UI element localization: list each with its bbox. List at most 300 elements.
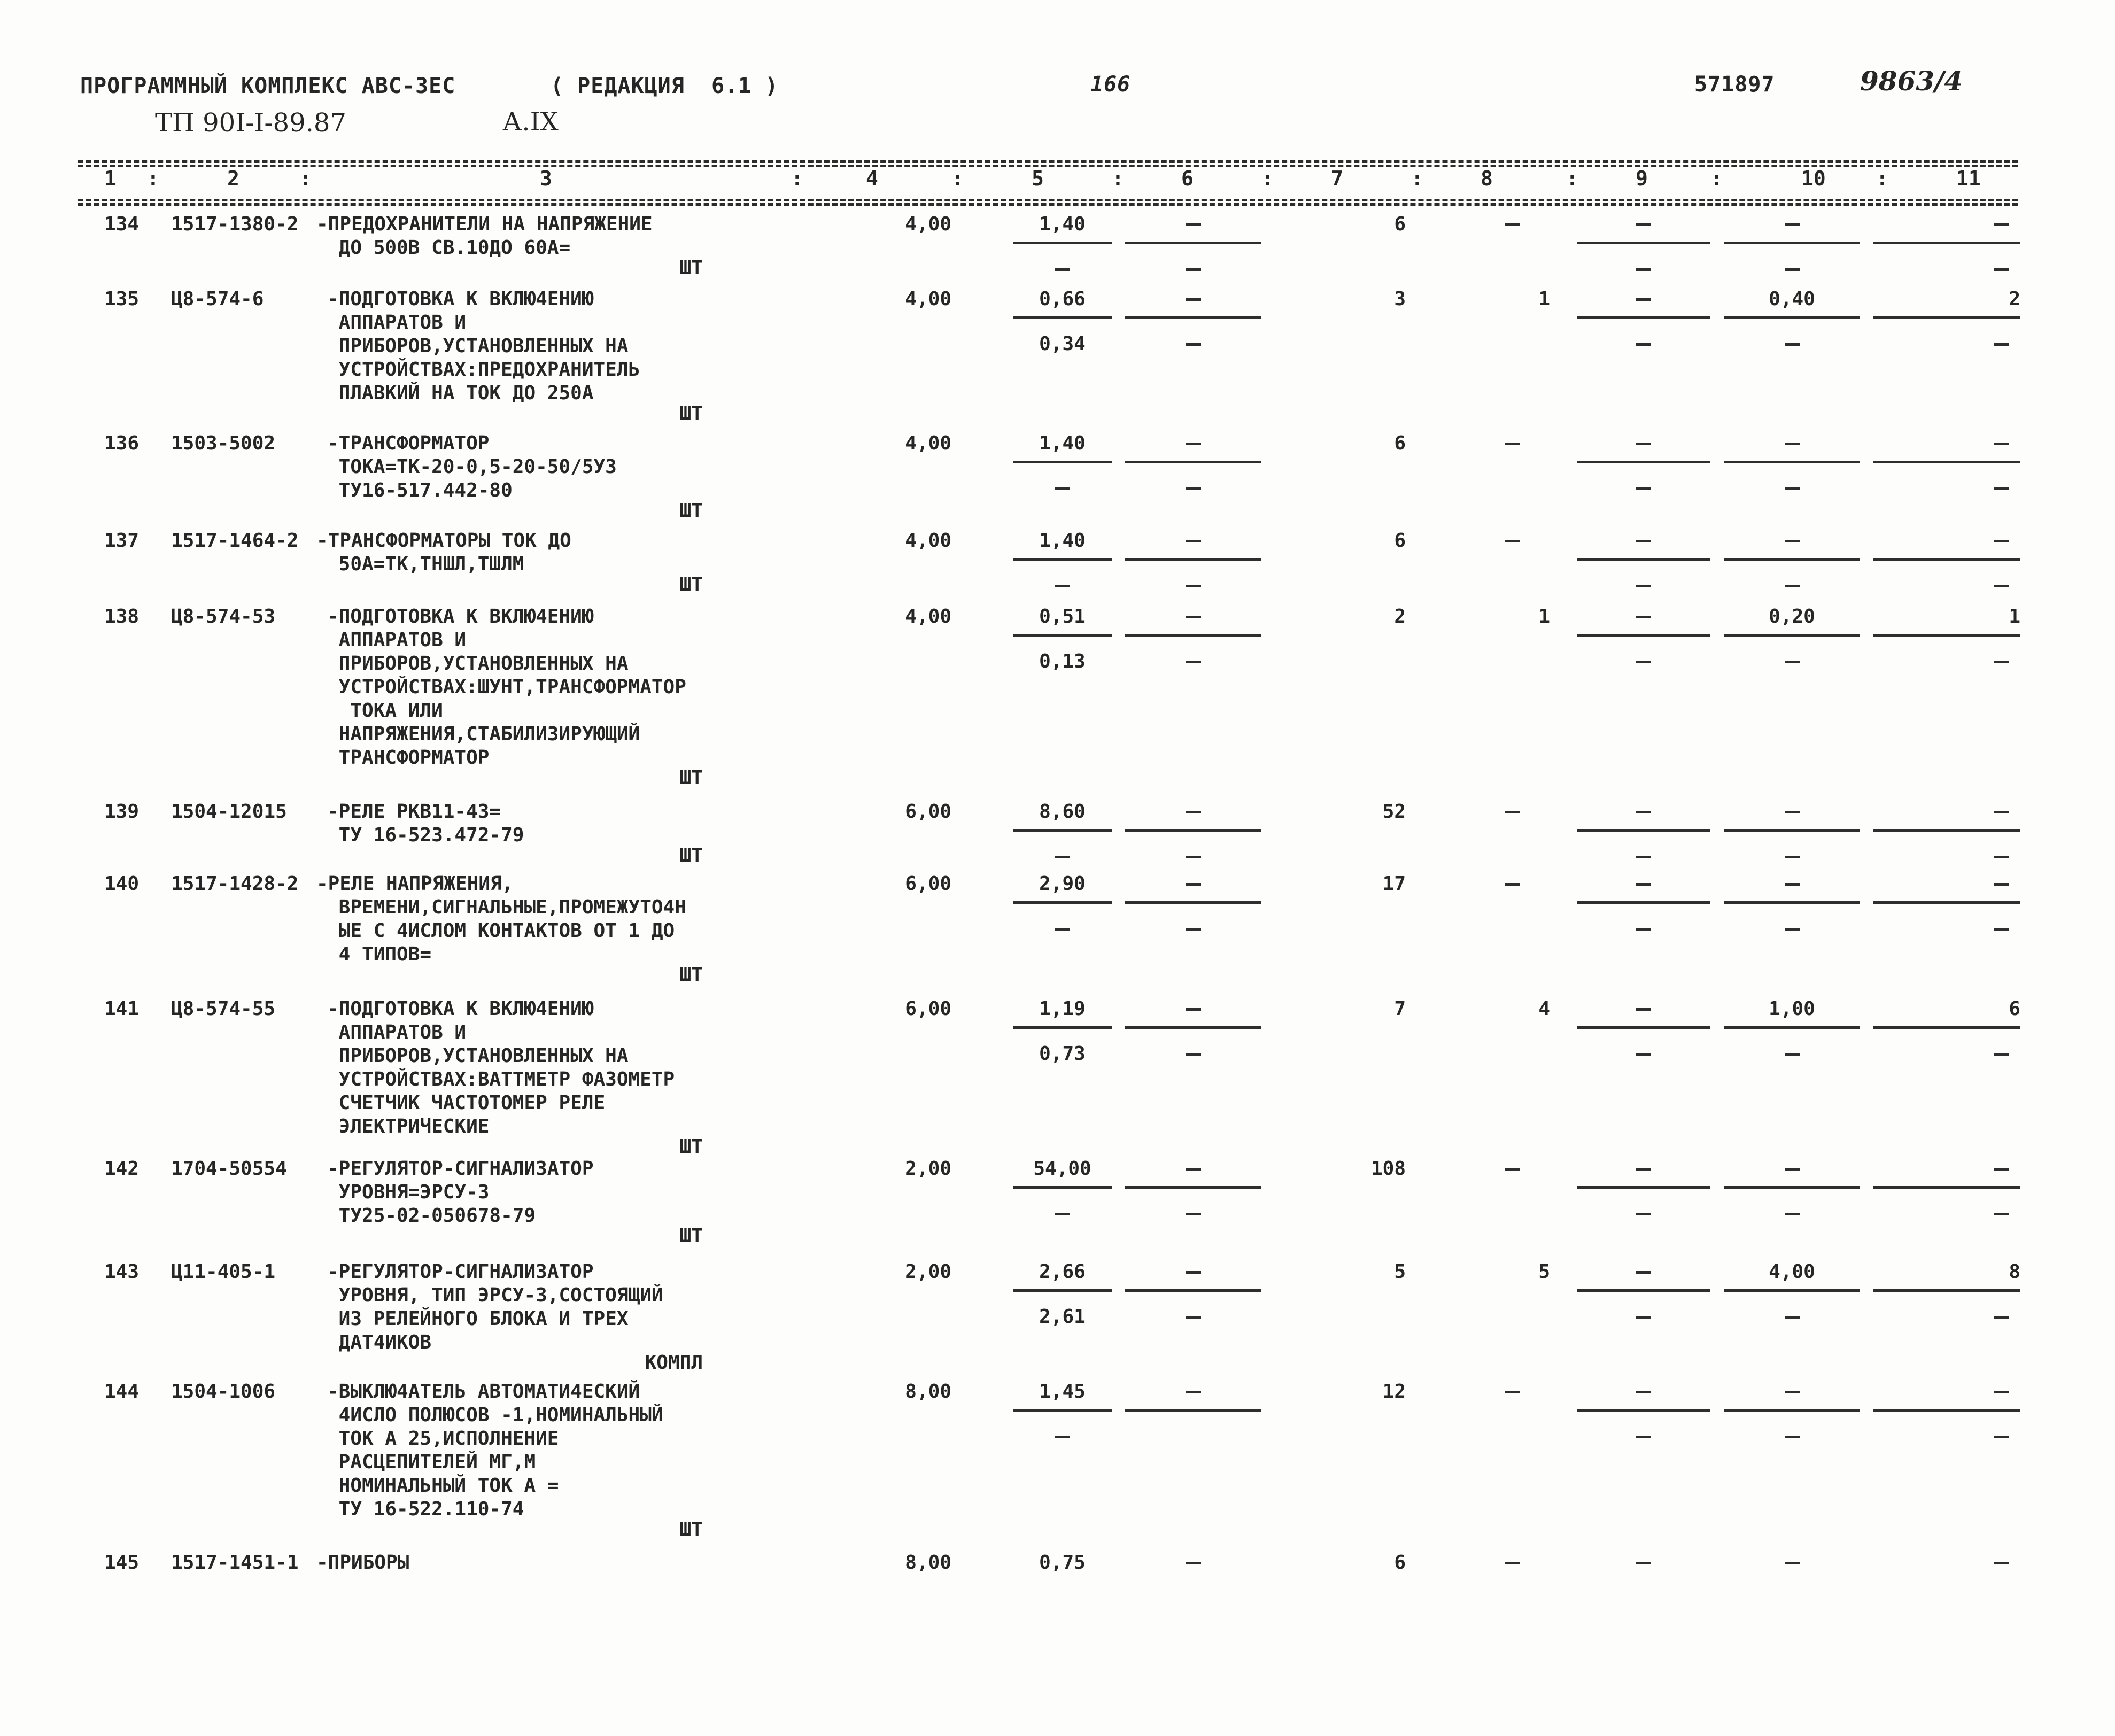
dash-mark: [1636, 1008, 1651, 1011]
fraction-underline: [1873, 1409, 2020, 1412]
fraction-underline: [1873, 901, 2020, 904]
fraction-underline: [1013, 1289, 1112, 1292]
resource-code: Ц11-405-1: [171, 1261, 276, 1283]
dash-mark: [1636, 1271, 1651, 1274]
description-line: -РЕГУЛЯТОР-СИГНАЛИЗАТОР: [327, 1261, 594, 1283]
description-line: УСТРОЙСТВАХ:ШУНТ,ТРАНСФОРМАТОР: [327, 676, 686, 698]
value-cell: 6: [2009, 998, 2020, 1020]
fraction-underline: [1873, 1026, 2020, 1029]
column-8-cell: 4: [1538, 998, 1550, 1020]
fraction-underline: [1724, 1289, 1860, 1292]
dash-mark: [1636, 540, 1651, 542]
fraction-underline: [1577, 1186, 1710, 1189]
description-line: ТУ 16-523.472-79: [327, 824, 524, 846]
description-line: УРОВНЯ=ЭРСУ-3: [327, 1181, 490, 1203]
fraction-underline: [1577, 316, 1710, 319]
description-line: -РЕЛЕ РКВ11-43=: [327, 801, 501, 823]
dash-mark: [1994, 343, 2009, 346]
fraction-underline: [1577, 461, 1710, 463]
value-cell: 2,66: [1039, 1261, 1086, 1283]
fraction-underline: [1577, 634, 1710, 637]
fraction-underline: [1013, 558, 1112, 561]
quantity-cell: 4,00: [905, 530, 951, 552]
fraction-underline: [1873, 558, 2020, 561]
value-cell: 1,19: [1039, 998, 1086, 1020]
column-header-9: 9: [1636, 167, 1648, 190]
fraction-underline: [1577, 1289, 1710, 1292]
column-separator: :: [147, 167, 159, 190]
column-7-cell: 6: [1394, 530, 1406, 552]
description-line: УСТРОЙСТВАХ:ПРЕДОХРАНИТЕЛЬ: [327, 359, 640, 381]
unit-of-measure: ШТ: [679, 767, 703, 789]
column-7-cell: 52: [1382, 801, 1406, 823]
fraction-underline: [1577, 1026, 1710, 1029]
dash-mark: [1636, 1391, 1651, 1393]
fraction-underline: [1013, 1409, 1112, 1412]
fraction-underline: [1577, 829, 1710, 832]
row-number: 136: [104, 432, 140, 454]
resource-code: 1704-50554: [171, 1158, 287, 1180]
resource-code: Ц8-574-55: [171, 998, 276, 1020]
dash-mark: [1186, 1168, 1201, 1171]
row-number: 143: [104, 1261, 140, 1283]
fraction-underline: [1873, 316, 2020, 319]
column-7-cell: 3: [1394, 288, 1406, 310]
column-7-cell: 108: [1370, 1158, 1406, 1180]
dash-mark: [1055, 1213, 1070, 1215]
quantity-cell: 8,00: [905, 1552, 951, 1574]
dash-mark: [1055, 487, 1070, 490]
column-separator: :: [1710, 167, 1723, 190]
dash-mark: [1994, 487, 2009, 490]
fraction-underline: [1125, 242, 1261, 244]
dash-mark: [1785, 811, 1800, 813]
fraction-underline: [1724, 1026, 1860, 1029]
dash-mark: [1785, 1316, 1800, 1319]
dash-mark: [1186, 661, 1201, 663]
dash-mark: [1636, 223, 1651, 226]
fraction-underline: [1125, 829, 1261, 832]
dash-mark: [1785, 343, 1800, 346]
description-line: ЭЛЕКТРИЧЕСКИЕ: [327, 1115, 490, 1137]
description-line: ТОКА=ТК-20-0,5-20-50/5У3: [327, 456, 617, 478]
dash-mark: [1186, 443, 1201, 445]
value-cell: 0,66: [1039, 288, 1086, 310]
resource-code: 1517-1380-2: [171, 213, 299, 235]
unit-of-measure: ШТ: [679, 257, 703, 279]
description-line: ТОКА ИЛИ: [327, 700, 443, 722]
fraction-underline: [1013, 901, 1112, 904]
dash-mark: [1055, 268, 1070, 271]
dash-mark: [1636, 616, 1651, 618]
dash-mark: [1055, 585, 1070, 587]
quantity-cell: 2,00: [905, 1261, 951, 1283]
project-code: ТП 90I-I-89.87: [155, 108, 346, 138]
dash-mark: [1186, 1391, 1201, 1393]
column-header-6: 6: [1181, 167, 1194, 190]
dash-mark: [1186, 1213, 1201, 1215]
dash-mark: [1994, 540, 2009, 542]
fraction-underline: [1125, 461, 1261, 463]
quantity-cell: 4,00: [905, 213, 951, 235]
fraction-underline: [1873, 242, 2020, 244]
unit-of-measure: ШТ: [679, 1225, 703, 1247]
dash-mark: [1994, 811, 2009, 813]
fraction-underline: [1724, 1186, 1860, 1189]
value-cell: 0,34: [1039, 333, 1086, 355]
fraction-underline: [1125, 1026, 1261, 1029]
dash-mark: [1636, 298, 1651, 301]
column-8-cell: 1: [1538, 288, 1550, 310]
fraction-underline: [1013, 1026, 1112, 1029]
dash-mark: [1055, 1436, 1070, 1438]
fraction-underline: [1125, 1186, 1261, 1189]
column-header-5: 5: [1032, 167, 1044, 190]
fraction-underline: [1125, 316, 1261, 319]
fraction-underline: [1724, 461, 1860, 463]
description-line: ТУ16-517.442-80: [327, 479, 513, 501]
dash-mark: [1186, 298, 1201, 301]
value-cell: 0,51: [1039, 606, 1086, 627]
dash-mark: [1994, 1316, 2009, 1319]
column-header-8: 8: [1481, 167, 1493, 190]
dash-mark: [1994, 1053, 2009, 1056]
dash-mark: [1505, 811, 1520, 813]
edition-label: ( РЕДАКЦИЯ 6.1 ): [551, 74, 779, 98]
dash-mark: [1994, 1168, 2009, 1171]
resource-code: Ц8-574-53: [171, 606, 276, 627]
value-cell: 8,60: [1039, 801, 1086, 823]
dash-mark: [1186, 811, 1201, 813]
dash-mark: [1055, 856, 1070, 858]
fraction-underline: [1125, 1289, 1261, 1292]
fraction-underline: [1013, 1186, 1112, 1189]
dash-mark: [1994, 883, 2009, 886]
value-cell: 0,20: [1769, 606, 1815, 627]
fraction-underline: [1125, 558, 1261, 561]
dash-mark: [1186, 487, 1201, 490]
header-bottom-rule: [78, 199, 2018, 201]
description-line: ТУ 16-522.110-74: [327, 1498, 524, 1520]
column-7-cell: 6: [1394, 1552, 1406, 1574]
dash-mark: [1186, 883, 1201, 886]
value-cell: 0,75: [1039, 1552, 1086, 1574]
dash-mark: [1636, 1053, 1651, 1056]
dash-mark: [1785, 661, 1800, 663]
dash-mark: [1785, 223, 1800, 226]
row-number: 140: [104, 873, 140, 895]
column-8-cell: 5: [1538, 1261, 1550, 1283]
row-number: 142: [104, 1158, 140, 1180]
description-line: -ПОДГОТОВКА К ВКЛЮ4ЕНИЮ: [327, 998, 594, 1020]
dash-mark: [1636, 585, 1651, 587]
dash-mark: [1636, 856, 1651, 858]
dash-mark: [1186, 1562, 1201, 1564]
column-header-7: 7: [1331, 167, 1343, 190]
description-line: ПЛАВКИЙ НА ТОК ДО 250А: [327, 382, 594, 404]
unit-of-measure: ШТ: [679, 1518, 703, 1540]
dash-mark: [1785, 1213, 1800, 1215]
dash-mark: [1505, 223, 1520, 226]
dash-mark: [1785, 856, 1800, 858]
dash-mark: [1505, 1391, 1520, 1393]
dash-mark: [1785, 268, 1800, 271]
description-line: ЫЕ С 4ИСЛОМ КОНТАКТОВ ОТ 1 ДО: [327, 920, 675, 942]
fraction-underline: [1125, 1409, 1261, 1412]
dash-mark: [1994, 1213, 2009, 1215]
top-rule: [78, 160, 2018, 163]
fraction-underline: [1013, 242, 1112, 244]
dash-mark: [1055, 928, 1070, 931]
dash-mark: [1994, 585, 2009, 587]
fraction-underline: [1873, 1186, 2020, 1189]
dash-mark: [1785, 443, 1800, 445]
dash-mark: [1785, 1436, 1800, 1438]
quantity-cell: 6,00: [905, 873, 951, 895]
value-cell: 4,00: [1769, 1261, 1815, 1283]
description-line: -РЕГУЛЯТОР-СИГНАЛИЗАТОР: [327, 1158, 594, 1180]
dash-mark: [1505, 1168, 1520, 1171]
dash-mark: [1636, 343, 1651, 346]
quantity-cell: 2,00: [905, 1158, 951, 1180]
description-line: -РЕЛЕ НАПРЯЖЕНИЯ,: [316, 873, 514, 895]
description-line: 4ИСЛО ПОЛЮСОВ -1,НОМИНАЛЬНЫЙ: [327, 1404, 663, 1426]
unit-of-measure: ШТ: [679, 574, 703, 595]
column-7-cell: 7: [1394, 998, 1406, 1020]
dash-mark: [1785, 540, 1800, 542]
column-header-11: 11: [1956, 167, 1981, 190]
description-line: -ТРАНСФОРМАТОР: [327, 432, 490, 454]
description-line: АППАРАТОВ И: [327, 312, 467, 334]
description-line: УСТРОЙСТВАХ:ВАТТМЕТР ФАЗОМЕТР: [327, 1068, 675, 1090]
value-cell: 2,90: [1039, 873, 1086, 895]
description-line: -ПОДГОТОВКА К ВКЛЮ4ЕНИЮ: [327, 288, 594, 310]
page-number: 166: [1090, 72, 1131, 97]
column-separator: :: [1566, 167, 1578, 190]
dash-mark: [1186, 223, 1201, 226]
row-number: 134: [104, 213, 140, 235]
fraction-underline: [1013, 316, 1112, 319]
dash-mark: [1186, 856, 1201, 858]
row-number: 135: [104, 288, 140, 310]
fraction-underline: [1873, 461, 2020, 463]
description-line: ТОК А 25,ИСПОЛНЕНИЕ: [327, 1428, 559, 1450]
column-separator: :: [299, 167, 312, 190]
description-line: ДО 500В СВ.10ДО 60А=: [327, 237, 571, 259]
column-7-cell: 6: [1394, 213, 1406, 235]
dash-mark: [1505, 883, 1520, 886]
album-label: А.IX: [502, 107, 559, 137]
fraction-underline: [1125, 901, 1261, 904]
value-cell: 1,00: [1769, 998, 1815, 1020]
description-line: НАПРЯЖЕНИЯ,СТАБИЛИЗИРУЮЩИЙ: [327, 723, 640, 745]
fraction-underline: [1577, 1409, 1710, 1412]
column-separator: :: [1261, 167, 1274, 190]
dash-mark: [1636, 443, 1651, 445]
document-number: 571897: [1694, 72, 1775, 97]
description-line: 50А=ТК,ТНШЛ,ТШЛМ: [327, 553, 524, 575]
dash-mark: [1785, 1391, 1800, 1393]
quantity-cell: 4,00: [905, 288, 951, 310]
fraction-underline: [1125, 634, 1261, 637]
fraction-underline: [1013, 634, 1112, 637]
row-number: 137: [104, 530, 140, 552]
resource-code: 1517-1464-2: [171, 530, 299, 552]
fraction-underline: [1724, 829, 1860, 832]
dash-mark: [1186, 540, 1201, 542]
dash-mark: [1636, 1436, 1651, 1438]
dash-mark: [1994, 856, 2009, 858]
resource-code: Ц8-574-6: [171, 288, 264, 310]
quantity-cell: 4,00: [905, 606, 951, 627]
resource-code: 1504-1006: [171, 1381, 276, 1402]
column-7-cell: 5: [1394, 1261, 1406, 1283]
dash-mark: [1785, 487, 1800, 490]
value-cell: 8: [2009, 1261, 2020, 1283]
description-line: -ТРАНСФОРМАТОРЫ ТОК ДО: [316, 530, 571, 552]
description-line: -ПРИБОРЫ: [316, 1552, 409, 1574]
fraction-underline: [1873, 1289, 2020, 1292]
column-header-4: 4: [866, 167, 878, 190]
dash-mark: [1505, 443, 1520, 445]
dash-mark: [1636, 1316, 1651, 1319]
quantity-cell: 6,00: [905, 998, 951, 1020]
column-header-3: 3: [540, 167, 552, 190]
top-rule-2: [78, 165, 2018, 167]
description-line: 4 ТИПОВ=: [327, 943, 432, 965]
description-line: НОМИНАЛЬНЫЙ ТОК А =: [327, 1475, 559, 1497]
dash-mark: [1186, 1316, 1201, 1319]
description-line: ВРЕМЕНИ,СИГНАЛЬНЫЕ,ПРОМЕЖУТО4Н: [327, 896, 686, 918]
dash-mark: [1636, 661, 1651, 663]
fraction-underline: [1724, 901, 1860, 904]
resource-code: 1504-12015: [171, 801, 287, 823]
dash-mark: [1994, 443, 2009, 445]
column-header-1: 1: [104, 167, 117, 190]
value-cell: 1,45: [1039, 1381, 1086, 1402]
value-cell: 54,00: [1033, 1158, 1091, 1180]
dash-mark: [1785, 928, 1800, 931]
value-cell: 1,40: [1039, 432, 1086, 454]
value-cell: 1: [2009, 606, 2020, 627]
column-header-10: 10: [1801, 167, 1826, 190]
dash-mark: [1186, 268, 1201, 271]
fraction-underline: [1873, 829, 2020, 832]
value-cell: 2,61: [1039, 1306, 1086, 1328]
unit-of-measure: КОМПЛ: [645, 1352, 703, 1374]
description-line: РАСЦЕПИТЕЛЕЙ МГ,М: [327, 1451, 536, 1473]
dash-mark: [1636, 883, 1651, 886]
row-number: 145: [104, 1552, 140, 1574]
fraction-underline: [1577, 901, 1710, 904]
column-7-cell: 6: [1394, 432, 1406, 454]
unit-of-measure: ШТ: [679, 964, 703, 986]
fraction-underline: [1873, 634, 2020, 637]
column-7-cell: 12: [1382, 1381, 1406, 1402]
dash-mark: [1186, 1008, 1201, 1011]
fraction-underline: [1724, 634, 1860, 637]
fraction-underline: [1013, 829, 1112, 832]
description-line: ДАТ4ИКОВ: [327, 1331, 432, 1353]
dash-mark: [1186, 585, 1201, 587]
description-line: -ПРЕДОХРАНИТЕЛИ НА НАПРЯЖЕНИЕ: [316, 213, 653, 235]
description-line: АППАРАТОВ И: [327, 1021, 467, 1043]
header-bottom-rule-2: [78, 203, 2018, 206]
fraction-underline: [1724, 558, 1860, 561]
dash-mark: [1636, 1213, 1651, 1215]
resource-code: 1517-1451-1: [171, 1552, 299, 1574]
dash-mark: [1994, 1391, 2009, 1393]
value-cell: 1,40: [1039, 530, 1086, 552]
value-cell: 2: [2009, 288, 2020, 310]
value-cell: 0,40: [1769, 288, 1815, 310]
quantity-cell: 4,00: [905, 432, 951, 454]
column-separator: :: [791, 167, 803, 190]
fraction-underline: [1724, 316, 1860, 319]
fraction-underline: [1577, 242, 1710, 244]
quantity-cell: 8,00: [905, 1381, 951, 1402]
description-line: ПРИБОРОВ,УСТАНОВЛЕННЫХ НА: [327, 653, 629, 675]
column-separator: :: [1876, 167, 1888, 190]
description-line: ТУ25-02-050678-79: [327, 1205, 536, 1227]
dash-mark: [1186, 343, 1201, 346]
program-title: ПРОГРАММНЫЙ КОМПЛЕКС АВС-ЗЕС: [80, 74, 456, 98]
fraction-underline: [1013, 461, 1112, 463]
handwritten-stamp: 9863/4: [1860, 65, 1963, 97]
dash-mark: [1636, 928, 1651, 931]
dash-mark: [1505, 1562, 1520, 1564]
column-7-cell: 17: [1382, 873, 1406, 895]
column-separator: :: [1112, 167, 1124, 190]
value-cell: 0,13: [1039, 650, 1086, 672]
column-separator: :: [951, 167, 964, 190]
row-number: 138: [104, 606, 140, 627]
dash-mark: [1994, 223, 2009, 226]
dash-mark: [1636, 1562, 1651, 1564]
column-8-cell: 1: [1538, 606, 1550, 627]
dash-mark: [1994, 1436, 2009, 1438]
dash-mark: [1785, 1562, 1800, 1564]
dash-mark: [1186, 1053, 1201, 1056]
description-line: ПРИБОРОВ,УСТАНОВЛЕННЫХ НА: [327, 1045, 629, 1067]
dash-mark: [1994, 661, 2009, 663]
unit-of-measure: ШТ: [679, 500, 703, 522]
fraction-underline: [1724, 242, 1860, 244]
resource-code: 1503-5002: [171, 432, 276, 454]
dash-mark: [1994, 268, 2009, 271]
value-cell: 0,73: [1039, 1043, 1086, 1065]
dash-mark: [1505, 540, 1520, 542]
column-separator: :: [1411, 167, 1423, 190]
column-7-cell: 2: [1394, 606, 1406, 627]
dash-mark: [1186, 1271, 1201, 1274]
row-number: 139: [104, 801, 140, 823]
description-line: УРОВНЯ, ТИП ЭРСУ-3,СОСТОЯЩИЙ: [327, 1284, 663, 1306]
description-line: -ПОДГОТОВКА К ВКЛЮ4ЕНИЮ: [327, 606, 594, 627]
value-cell: 1,40: [1039, 213, 1086, 235]
resource-code: 1517-1428-2: [171, 873, 299, 895]
dash-mark: [1636, 487, 1651, 490]
fraction-underline: [1724, 1409, 1860, 1412]
description-line: ТРАНСФОРМАТОР: [327, 747, 490, 769]
fraction-underline: [1577, 558, 1710, 561]
row-number: 141: [104, 998, 140, 1020]
dash-mark: [1186, 616, 1201, 618]
description-line: -ВЫКЛЮ4АТЕЛЬ АВТОМАТИ4ЕСКИЙ: [327, 1381, 640, 1402]
dash-mark: [1636, 268, 1651, 271]
dash-mark: [1636, 811, 1651, 813]
unit-of-measure: ШТ: [679, 844, 703, 866]
